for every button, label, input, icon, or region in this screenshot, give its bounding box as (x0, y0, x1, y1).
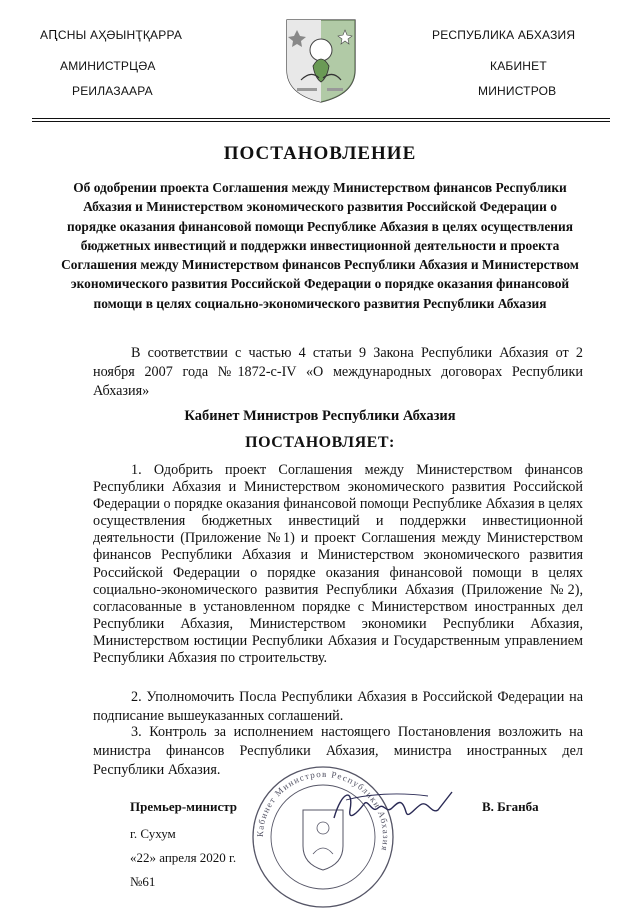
document-place: г. Сухум (130, 826, 176, 841)
header-left-line-3: РЕИЛАЗААРА (72, 84, 153, 98)
header-right-line-1: РЕСПУБЛИКА АБХАЗИЯ (432, 28, 576, 42)
seal-ring-text: Кабинет Министров Республики Абхазия (254, 768, 392, 853)
document-subject: Об одобрении проекта Соглашения между Министерством финансов Республики Абхазия и Министерством экономического развития Российской Федерации о порядке оказания финансовой помощи Республике Абхазия в целях осуществления бюджетных инвестиций и поддержки инвестиционной деятельности и проекта Соглашения между Министерством финансов Республики Абхазия и Министерством экономического развития Российской Федерации о порядке оказания финансовой помощи в целях социально-экономического развития Республики Абхазия (61, 180, 579, 311)
header-right-line-2: КАБИНЕТ (490, 59, 547, 73)
document-number: №61 (130, 874, 156, 889)
signer-name: В. Бганба (482, 799, 539, 814)
issuing-body: Кабинет Министров Республики Абхазия (184, 408, 456, 424)
header-rule-bottom (32, 121, 610, 122)
document-date: «22» апреля 2020 г. (130, 850, 237, 865)
header-right-line-3: МИНИСТРОВ (478, 84, 557, 98)
header-left-line-2: АМИНИСТРЦӘА (60, 59, 156, 73)
header-left-line-1: АԤСНЫ АҲӘЫНҬҚАРРА (40, 28, 183, 42)
handwritten-signature (328, 784, 460, 834)
resolution-item-1: 1. Одобрить проект Соглашения между Министерством финансов Республики Абхазия и Министерством экономического развития Российской Федерации о порядке оказания финансовой помощи Республике Абхазия в целях осуществления бюджетных инвестиций и поддержки инвестиционной деятельности (Приложение №1) и проект Соглашения между Министерством финансов Республики Абхазия и Министерством экономического развития Российской Федерации о порядке оказания финансовой помощи в целях социально-экономического развития Республики Абхазия (Приложение №2), согласованные в установленном порядке с Министерством иностранных дел Республики Абхазия, Министерством экономики Республики Абхазия, Министерством юстиции Республики Абхазия и Государственным управлением Республики Абхазия по строительству. (93, 462, 583, 667)
resolves-heading: ПОСТАНОВЛЯЕТ: (245, 434, 395, 451)
document-type: ПОСТАНОВЛЕНИЕ (223, 143, 417, 164)
resolution-item-3: 3. Контроль за исполнением настоящего Постановления возложить на министра финансов Республики Абхазия, министра иностранных дел Республики Абхазия. (93, 724, 583, 778)
header-rule-top (32, 118, 610, 119)
signer-position: Премьер-министр (130, 799, 238, 814)
legal-basis: В соответствии с частью 4 статьи 9 Закона Республики Абхазия от 2 ноября 2007 года №1872-с-IV «О международных договорах Республики Абхазия» (93, 345, 583, 399)
resolution-item-2: 2. Уполномочить Посла Республики Абхазия в Российской Федерации на подписание вышеуказанных соглашений. (93, 689, 583, 724)
coat-of-arms-icon (283, 18, 359, 104)
